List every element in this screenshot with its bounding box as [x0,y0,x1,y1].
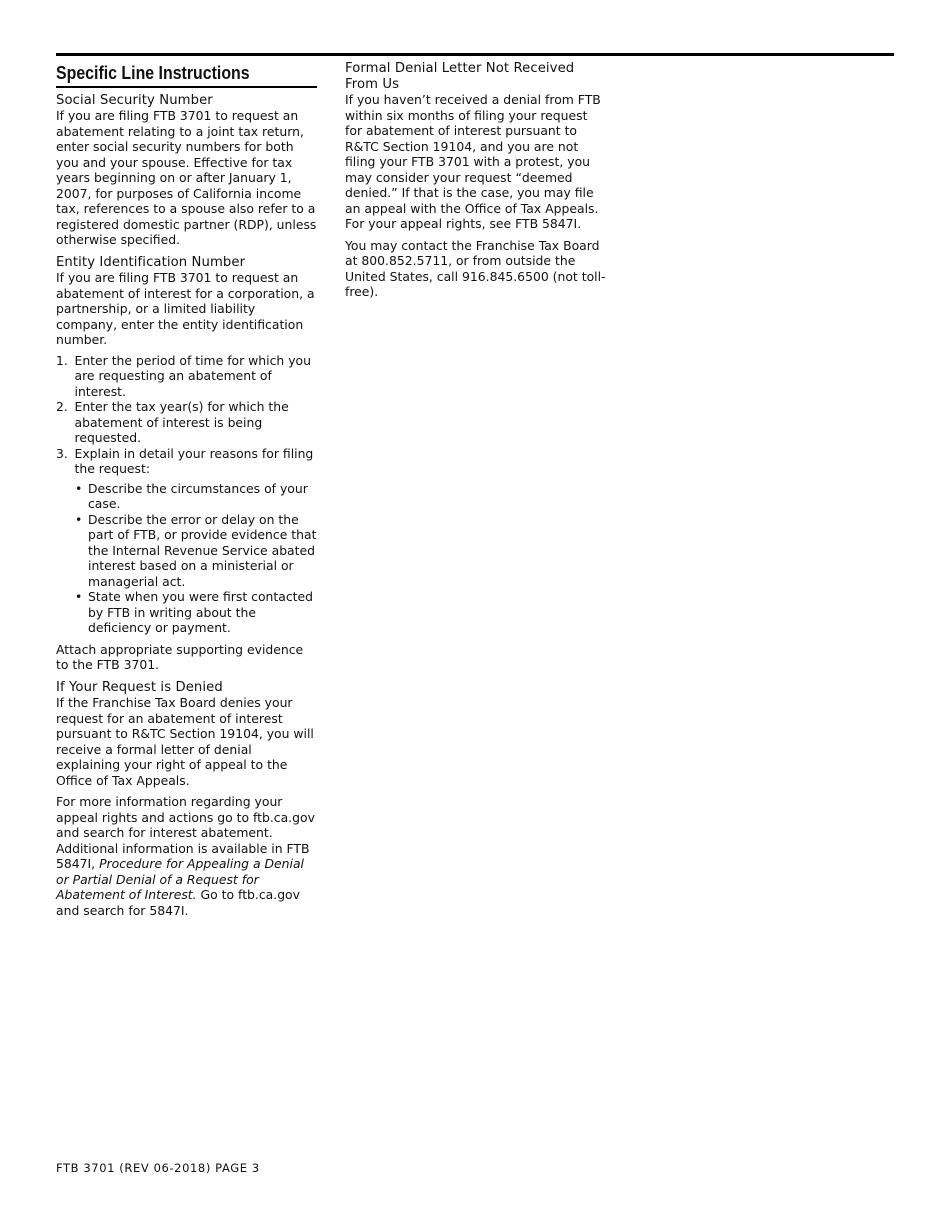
step-number: 3. [56,445,68,461]
reason-bullets [56,481,318,636]
bullet-text: State when you were first contacted by FTB in writing about the deficiency or payment. [88,589,313,635]
ein-title: Entity Identification Number [56,254,246,270]
bullet-item [56,589,318,636]
ein-body: If you are filing FTB 3701 to request an abatement of interest for a corporation, a partnership, or a limited liability company, enter the entity identification number. [56,270,315,347]
bullet-text: Describe the error or delay on the part of FTB, or provide evidence that the Internal Revenue Service abated interest based on a ministerial or managerial act. [88,511,317,589]
formal-denial-body: If you haven’t received a denial from FTB within six months of filing your request for abatement of interest pursuant to R&TC Section 19104, and you are not filing your FTB 3701 with a protest, you may consider your request “deemed denied.” If that is the case, you may file an appeal with the Office of Tax Appeals. For your appeal rights, see FTB 5847I. [345,92,601,231]
step-item [56,446,318,477]
ssn-title: Social Security Number [56,92,213,108]
top-rule [56,53,894,56]
more-info-paragraph [56,794,318,918]
left-column [56,61,318,918]
publication-title: Procedure for Appealing a Denial or Partial Denial of a Request for Abatement of Interest. [56,856,305,902]
step-item [56,399,318,446]
bullet-icon: • [75,480,83,496]
step-number: 2. [56,399,68,414]
line-steps [56,353,318,477]
attach-evidence-note: Attach appropriate supporting evidence to the FTB 3701. [56,641,304,672]
step-text: Enter the tax year(s) for which the abatement of interest is being requested. [74,399,289,445]
ssn-body: If you are filing FTB 3701 to request an abatement relating to a joint tax return, enter social security numbers for both you and your spouse. Effective for tax years beginning on or after January 1, 2007, for purposes of California income tax, references to a spouse also refer to a registered domestic partner (RDP), unless otherwise specified. [56,108,317,247]
bullet-item [56,512,318,590]
formal-denial-title: Formal Denial Letter Not Received From Us [345,61,575,92]
denied-title: If Your Request is Denied [56,679,223,695]
ein-section [56,255,318,348]
bullet-icon: • [75,511,83,527]
bullet-text: Describe the circumstances of your case. [88,480,308,511]
step-text: Enter the period of time for which you are requesting an abatement of interest. [74,352,311,399]
more-info-tail: Go to ftb.ca.gov and search for 5847I. [56,887,300,918]
contact-paragraph: You may contact the Franchise Tax Board at 800.852.5711, or from outside the United States, call 916.845.6500 (not toll-free). [345,237,606,299]
step-text: Explain in detail your reasons for filing the request: [74,445,314,476]
right-column [345,61,607,300]
bullet-icon: • [75,589,83,604]
denied-body: If the Franchise Tax Board denies your request for an abatement of interest pursuant to R&TC Section 19104, you will receive a formal letter of denial explaining your right of appeal to the Office of Tax Appeals. [56,695,314,788]
section-heading: Specific Line Instructions [56,62,250,83]
heading-underline [56,86,317,88]
ssn-section [56,93,318,248]
denied-section [56,680,318,919]
bullet-item [56,481,318,512]
page-footer: FTB 3701 (REV 06-2018) PAGE 3 [56,1161,260,1175]
step-number: 1. [56,352,68,368]
more-info-text: For more information regarding your appeal rights and actions go to ftb.ca.gov and search for interest abatement. Additional information is available in FTB 5847I, [56,794,315,871]
step-item [56,353,318,400]
